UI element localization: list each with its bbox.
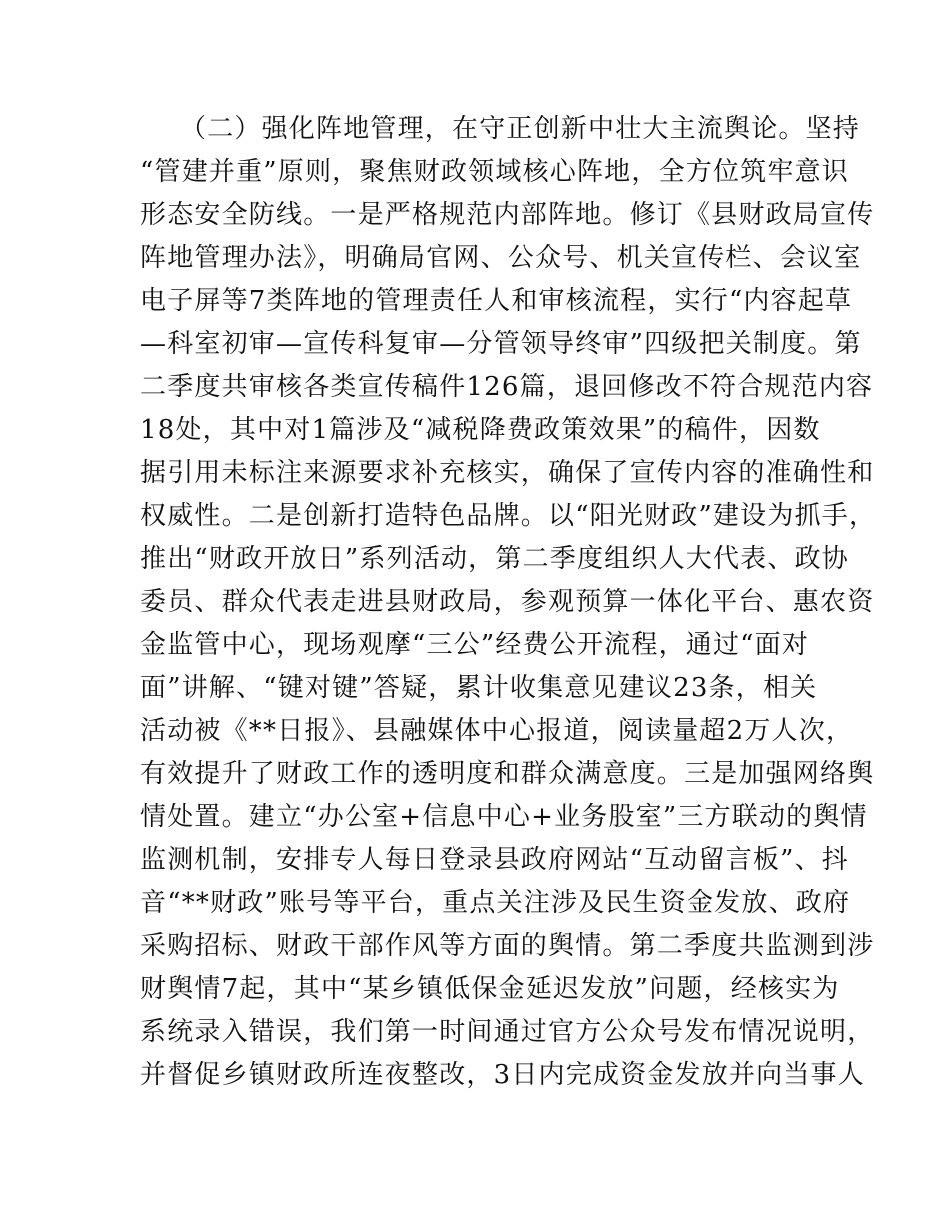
text-line: 系统录入错误，我们第一时间通过官方公众号发布情况说明，: [140, 1017, 875, 1047]
text-line: 活动被《**日报》、县融媒体中心报道，阅读量超2万人次，: [140, 716, 854, 746]
text-line: 二季度共审核各类宣传稿件126篇，退回修改不符合规范内容: [140, 372, 874, 402]
text-line: 金监管中心，现场观摩“三公”经费公开流程，通过“面对: [140, 630, 810, 660]
text-line: —科室初审—宣传科复审—分管领导终审”四级把关制度。第: [140, 329, 862, 359]
text-line: 面”讲解、“键对键”答疑，累计收集意见建议23条，相关: [140, 673, 818, 703]
text-line: 阵地管理办法》，明确局官网、公众号、机关宣传栏、会议室: [140, 243, 862, 273]
text-line: 据引用未标注来源要求补充核实，确保了宣传内容的准确性和: [140, 458, 875, 488]
text-line: 并督促乡镇财政所连夜整改，3日内完成资金发放并向当事人: [140, 1060, 865, 1090]
text-line: 有效提升了财政工作的透明度和群众满意度。三是加强网络舆: [140, 759, 875, 789]
text-line: （二）强化阵地管理，在守正创新中壮大主流舆论。坚持: [180, 114, 861, 144]
text-line: 情处置。建立“办公室+信息中心+业务股室”三方联动的舆情: [140, 802, 868, 832]
text-line: 形态安全防线。一是严格规范内部阵地。修订《县财政局宣传: [140, 200, 875, 230]
text-line: 18处，其中对1篇涉及“减税降费政策效果”的稿件，因数: [140, 415, 821, 445]
text-line: 采购招标、财政干部作风等方面的舆情。第二季度共监测到涉: [140, 931, 875, 961]
text-line: 音“**财政”账号等平台，重点关注涉及民生资金发放、政府: [140, 888, 851, 918]
text-line: 推出“财政开放日”系列活动，第二季度组织人大代表、政协: [140, 544, 849, 574]
text-line: 财舆情7起，其中“某乡镇低保金延迟发放”问题，经核实为: [140, 974, 840, 1004]
text-line: 电子屏等7类阵地的管理责任人和审核流程，实行“内容起草: [140, 286, 853, 316]
text-line: 监测机制，安排专人每日登录县政府网站“互动留言板”、抖: [140, 845, 849, 875]
text-line: 权威性。二是创新打造特色品牌。以“阳光财政”建设为抓手，: [140, 501, 877, 531]
text-line: 委员、群众代表走进县财政局，参观预算一体化平台、惠农资: [140, 587, 875, 617]
body-paragraph: [140, 108, 877, 1097]
text-line: “管建并重”原则，聚焦财政领域核心阵地，全方位筑牢意识: [140, 157, 849, 187]
